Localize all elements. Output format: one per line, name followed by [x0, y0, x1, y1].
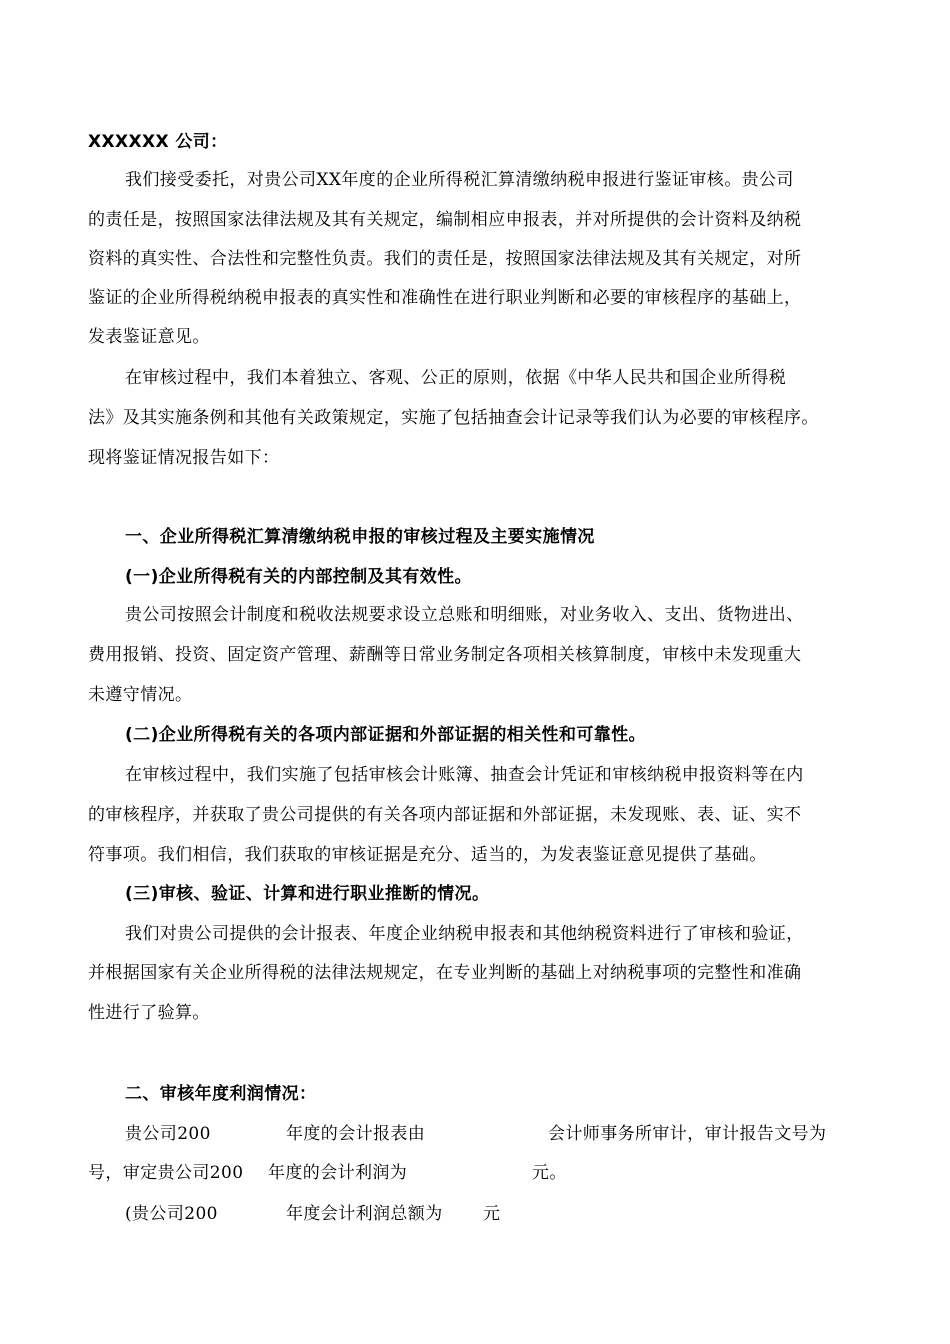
section1-sub3-heading: (三)审核、验证、计算和进行职业推断的情况。	[125, 884, 490, 904]
section1-sub2-line-2: 的审核程序，并获取了贵公司提供的有关各项内部证据和外部证据，未发现账、表、证、实不	[88, 805, 802, 825]
intro-p2-line-2: 法》及其实施条例和其他有关政策规定，实施了包括抽查会计记录等我们认为必要的审核程序。	[88, 408, 819, 428]
section1-sub3-line-1: 我们对贵公司提供的会计报表、年度企业纳税申报表和其他纳税资料进行了审核和验证，	[125, 924, 804, 944]
section1-sub3-line-3: 性进行了验算。	[88, 1003, 210, 1023]
salutation: XXXXXX 公司：	[88, 132, 228, 152]
section1-sub1-line-2: 费用报销、投资、固定资产管理、薪酬等日常业务制定各项相关核算制度，审核中未发现重大	[88, 645, 802, 665]
intro-p2-line-1: 在审核过程中，我们本着独立、客观、公正的原则，依据《中华人民共和国企业所得税	[125, 368, 787, 388]
section1-sub2-line-3: 符事项。我们相信，我们获取的审核证据是充分、适当的，为发表鉴证意见提供了基础。	[88, 845, 767, 865]
section1-sub2-line-1: 在审核过程中，我们实施了包括审核会计账簿、抽查会计凭证和审核纳税申报资料等在内	[125, 765, 804, 785]
section1-sub2-heading: (二)企业所得税有关的各项内部证据和外部证据的相关性和可靠性。	[125, 725, 646, 745]
intro-p1-line-3: 资料的真实性、合法性和完整性负责。我们的责任是，按照国家法律法规及其有关规定，对所	[88, 249, 802, 269]
section2-line-1-part-b: 年度的会计报表由	[286, 1124, 426, 1144]
intro-p1-line-4: 鉴证的企业所得税纳税申报表的真实性和准确性在进行职业判断和必要的审核程序的基础上，	[88, 288, 802, 308]
section2-line-1-part-a: 贵公司200	[125, 1124, 211, 1144]
section2-line-3-part-a: (贵公司200	[125, 1204, 218, 1224]
intro-p1-line-5: 发表鉴证意见。	[88, 327, 210, 347]
section1-sub1-line-3: 未遵守情况。	[88, 685, 193, 705]
section2-line-2-part-b: 年度的会计利润为	[268, 1163, 408, 1183]
section2-heading: 二、审核年度利润情况：	[125, 1084, 317, 1104]
section2-line-2-part-a: 号，审定贵公司200	[88, 1163, 244, 1183]
section2-line-3-part-b: 年度会计利润总额为	[286, 1204, 443, 1224]
section1-sub3-line-2: 并根据国家有关企业所得税的法律法规规定，在专业判断的基础上对纳税事项的完整性和准确	[88, 963, 802, 983]
section1-heading: 一、企业所得税汇算清缴纳税申报的审核过程及主要实施情况	[125, 527, 595, 547]
section1-sub1-line-1: 贵公司按照会计制度和税收法规要求设立总账和明细账，对业务收入、支出、货物进出、	[125, 605, 804, 625]
section2-line-1-part-c: 会计师事务所审计，审计报告文号为	[548, 1124, 827, 1144]
intro-p2-line-3: 现将鉴证情况报告如下：	[88, 448, 280, 468]
section2-line-3-part-c: 元	[483, 1204, 501, 1224]
intro-p1-line-1: 我们接受委托，对贵公司XX年度的企业所得税汇算清缴纳税申报进行鉴证审核。贵公司	[125, 170, 794, 190]
intro-p1-line-2: 的责任是，按照国家法律法规及其有关规定，编制相应申报表，并对所提供的会计资料及纳税	[88, 210, 802, 230]
section1-sub1-heading: (一)企业所得税有关的内部控制及其有效性。	[125, 567, 472, 587]
section2-line-2-part-c: 元。	[532, 1163, 567, 1183]
